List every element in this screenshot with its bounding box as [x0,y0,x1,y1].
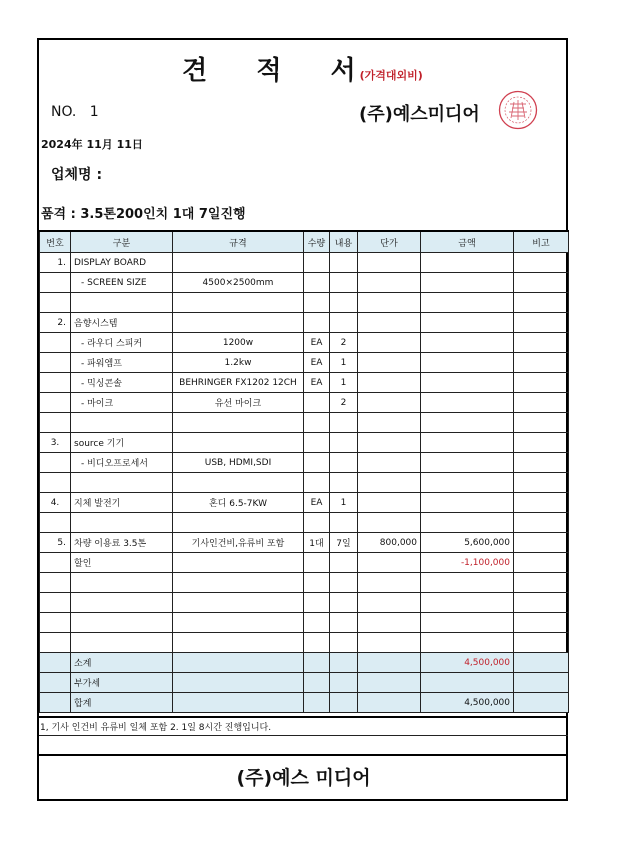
row-amount [421,353,514,373]
header-qty: 수량 [304,231,330,253]
row-remarks [514,273,569,293]
summary-empty-cell [173,653,304,673]
company-name-header: (주)예스미디어 [359,104,480,125]
row-remarks [514,553,569,573]
quotation-sheet [37,38,568,801]
row-remarks [514,633,569,653]
row-qty [304,393,330,413]
row-content [330,433,358,453]
row-content [330,273,358,293]
row-category: - 파워엠프 [71,353,173,373]
summary-empty-cell [304,673,330,693]
row-qty [304,313,330,333]
row-remarks [514,353,569,373]
footer-company-name: (주)예스 미디어 [236,767,371,789]
row-content: 1 [330,373,358,393]
row-unit-price [358,253,421,273]
row-spec [173,433,304,453]
row-content [330,633,358,653]
row-spec: 4500×2500mm [173,273,304,293]
row-amount [421,293,514,313]
row-no [40,273,71,293]
row-no [40,353,71,373]
row-unit-price [358,413,421,433]
summary-empty-cell [514,693,569,713]
table-row [40,593,569,613]
row-category [71,573,173,593]
summary-row [40,653,569,673]
table-header-row [40,231,569,253]
row-qty: EA [304,333,330,353]
table-row [40,373,569,393]
row-amount [421,273,514,293]
row-content: 2 [330,333,358,353]
row-no [40,473,71,493]
row-unit-price [358,313,421,333]
row-no: 4. [40,493,71,513]
spec-line: 품격 : 3.5톤200인치 1대 7일진행 [41,207,246,222]
row-spec [173,513,304,533]
summary-row [40,693,569,713]
row-spec [173,253,304,273]
table-row [40,573,569,593]
row-remarks [514,313,569,333]
header-amount: 금액 [421,231,514,253]
summary-amount: 4,500,000 [421,693,514,713]
title-text: 견 적 서 [182,56,376,86]
quote-table [39,230,569,713]
row-no: 2. [40,313,71,333]
row-qty [304,293,330,313]
row-content: 7일 [330,533,358,553]
row-category: 할인 [71,553,173,573]
row-qty [304,593,330,613]
row-qty [304,573,330,593]
row-content [330,593,358,613]
header-category: 구분 [71,231,173,253]
row-remarks [514,513,569,533]
row-remarks [514,573,569,593]
table-row [40,433,569,453]
summary-empty-cell [358,693,421,713]
row-spec [173,473,304,493]
table-row [40,493,569,513]
row-content [330,513,358,533]
row-category: 차량 이용료 3.5톤 [71,533,173,553]
summary-empty-cell [330,653,358,673]
row-amount [421,593,514,613]
row-unit-price [358,453,421,473]
row-no [40,293,71,313]
summary-amount [421,673,514,693]
row-category: source 기기 [71,433,173,453]
row-no [40,553,71,573]
row-content [330,573,358,593]
table-row [40,413,569,433]
quote-number-value: 1 [89,104,99,120]
row-amount [421,433,514,453]
row-qty [304,413,330,433]
summary-amount: 4,500,000 [421,653,514,673]
header-unit-price: 단가 [358,231,421,253]
table-row [40,553,569,573]
row-qty [304,273,330,293]
row-spec: 1200w [173,333,304,353]
row-category [71,613,173,633]
summary-empty-cell [173,693,304,713]
summary-empty-cell [330,673,358,693]
row-unit-price [358,273,421,293]
summary-empty-cell [514,673,569,693]
row-spec [173,413,304,433]
row-category [71,473,173,493]
summary-label: 소계 [71,653,173,673]
quote-number-label: NO. [51,104,77,120]
row-unit-price [358,353,421,373]
row-no [40,453,71,473]
row-amount [421,413,514,433]
row-remarks [514,333,569,353]
row-no [40,373,71,393]
row-content [330,413,358,433]
row-content [330,293,358,313]
row-remarks [514,433,569,453]
row-no [40,513,71,533]
row-unit-price [358,493,421,513]
row-category: 지체 발전기 [71,493,173,513]
row-remarks [514,253,569,273]
summary-empty-cell [514,653,569,673]
row-qty: 1대 [304,533,330,553]
row-category: DISPLAY BOARD [71,253,173,273]
quote-date: 2024年 11月 11日 [41,138,143,151]
summary-label: 합계 [71,693,173,713]
row-no [40,633,71,653]
row-spec [173,633,304,653]
blank-row [39,736,568,756]
row-no [40,393,71,413]
row-qty [304,513,330,533]
row-amount [421,573,514,593]
row-content: 2 [330,393,358,413]
summary-empty-cell [40,673,71,693]
table-row [40,513,569,533]
row-category [71,413,173,433]
row-no [40,593,71,613]
row-category [71,293,173,313]
row-unit-price [358,513,421,533]
row-unit-price [358,633,421,653]
row-amount [421,333,514,353]
row-amount [421,613,514,633]
table-row [40,533,569,553]
row-category [71,633,173,653]
row-content: 1 [330,493,358,513]
header-spec: 규격 [173,231,304,253]
row-no [40,413,71,433]
row-spec: 1.2kw [173,353,304,373]
row-spec: USB, HDMI,SDI [173,453,304,473]
row-amount [421,453,514,473]
row-remarks [514,393,569,413]
row-content [330,473,358,493]
table-row [40,273,569,293]
row-amount [421,393,514,413]
row-category: - 라우디 스피커 [71,333,173,353]
row-unit-price [358,333,421,353]
row-category: - 비디오프로세서 [71,453,173,473]
company-seal-icon [498,90,538,130]
table-row [40,293,569,313]
summary-empty-cell [40,653,71,673]
table-row [40,453,569,473]
table-row [40,393,569,413]
row-content [330,253,358,273]
row-unit-price [358,573,421,593]
row-unit-price [358,593,421,613]
row-spec: 혼디 6.5-7KW [173,493,304,513]
row-content [330,453,358,473]
row-spec [173,313,304,333]
row-amount [421,513,514,533]
row-category [71,593,173,613]
header-no: 번호 [40,231,71,253]
row-amount: 5,600,000 [421,533,514,553]
row-amount [421,473,514,493]
row-no [40,573,71,593]
row-remarks [514,533,569,553]
row-qty: EA [304,493,330,513]
document-title [39,50,566,87]
row-spec: BEHRINGER FX1202 12CH [173,373,304,393]
title-confidential-note: (가격대외비) [359,69,423,82]
row-content [330,613,358,633]
header-remarks: 비고 [514,231,569,253]
table-row [40,313,569,333]
row-category: - 마이크 [71,393,173,413]
header-content: 내용 [330,231,358,253]
client-name-label: 업체명 : [51,167,103,183]
row-category: - 믹싱콘솔 [71,373,173,393]
row-qty: EA [304,353,330,373]
row-qty [304,433,330,453]
row-remarks [514,293,569,313]
summary-label: 부가세 [71,673,173,693]
row-unit-price [358,553,421,573]
summary-empty-cell [330,693,358,713]
row-unit-price [358,473,421,493]
row-qty [304,613,330,633]
row-remarks [514,373,569,393]
row-qty [304,453,330,473]
row-category [71,513,173,533]
summary-empty-cell [40,693,71,713]
row-no [40,333,71,353]
row-unit-price [358,613,421,633]
summary-row [40,673,569,693]
row-amount [421,493,514,513]
row-qty [304,253,330,273]
row-content [330,313,358,333]
row-unit-price [358,293,421,313]
notes-line: 1, 기사 인건비 유류비 일체 포함 2. 1일 8시간 진행입니다. [39,716,568,736]
table-row [40,473,569,493]
table-row [40,633,569,653]
row-remarks [514,413,569,433]
row-remarks [514,613,569,633]
row-remarks [514,493,569,513]
row-amount: -1,100,000 [421,553,514,573]
summary-empty-cell [358,673,421,693]
row-spec: 유선 마이크 [173,393,304,413]
row-unit-price [358,373,421,393]
summary-empty-cell [304,693,330,713]
row-content: 1 [330,353,358,373]
row-no [40,613,71,633]
summary-empty-cell [173,673,304,693]
quote-number [51,104,99,120]
row-no: 3. [40,433,71,453]
row-amount [421,253,514,273]
row-amount [421,373,514,393]
row-category: - SCREEN SIZE [71,273,173,293]
row-spec [173,573,304,593]
table-row [40,333,569,353]
row-remarks [514,593,569,613]
summary-empty-cell [358,653,421,673]
table-row [40,253,569,273]
table-row [40,613,569,633]
row-amount [421,313,514,333]
row-unit-price [358,433,421,453]
row-content [330,553,358,573]
row-unit-price: 800,000 [358,533,421,553]
row-category: 음향시스템 [71,313,173,333]
row-unit-price [358,393,421,413]
summary-empty-cell [304,653,330,673]
row-spec [173,613,304,633]
row-amount [421,633,514,653]
row-qty [304,553,330,573]
row-spec [173,593,304,613]
row-qty [304,633,330,653]
row-remarks [514,473,569,493]
row-spec [173,293,304,313]
row-no: 1. [40,253,71,273]
row-qty [304,473,330,493]
row-spec [173,553,304,573]
row-remarks [514,453,569,473]
table-row [40,353,569,373]
row-qty: EA [304,373,330,393]
row-spec: 기사인건비,유류비 포함 [173,533,304,553]
row-no: 5. [40,533,71,553]
